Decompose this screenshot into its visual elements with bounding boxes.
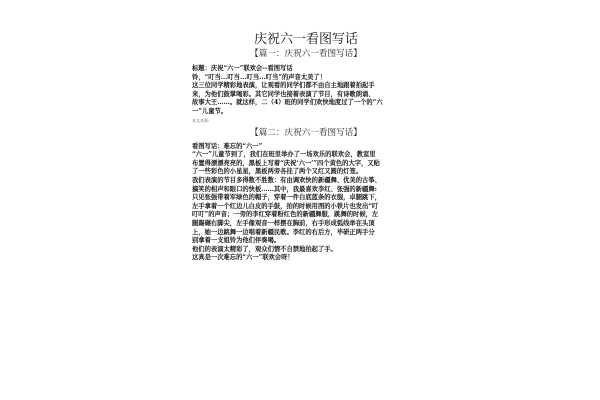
paragraph-line: 了一些彩色的小星星，黑板两旁各挂了两个又红又圆的灯笼。 [192,168,363,176]
section-two-body [192,143,420,263]
paragraph-line: 看图写话：难忘的“六一” [192,142,263,150]
paragraph-line: 来，为他们鼓掌喝彩。其它同学也接着表演了节目，有诗歌朗诵、 [192,90,375,98]
paragraph-line: 他们的表演太精彩了，观众们情不自禁地拍起了手。 [192,245,337,253]
paragraph-line: 这真是一次难忘的“六一”联欢会呀！ [192,254,294,262]
paragraph-line: 故事大王……。就这样，二（4）班的同学们欢快地度过了一个的“六 [192,99,383,107]
paragraph-line: 布置得漂漂亮亮的，黑板上写着“庆祝‘六一’”四个黄色的大字，又贴 [192,159,380,167]
paragraph-line: 标题：庆祝“六一”联欢会--看图写话 [192,65,293,72]
paragraph-line: 别拿着一支姐铃为他们伴奏喝。 [192,237,281,245]
section-one-body [192,65,420,117]
section-two-heading: 【篇二：庆祝六一看图写话】 [250,127,362,138]
paragraph-line: 我们表演的节目多得数不胜数：有由调欢快的新疆舞、优美的古筝、 [192,176,381,184]
section-one-heading: 【篇一：庆祝六一看图写话】 [250,49,362,59]
paragraph-line: “六一”儿童节到了，我们在班里举办了一场欢乐的联欢会，教室里 [192,151,376,159]
paragraph-line: 搞笑的相声和眼口的快板……其中，我最喜欢李红、张强的新疆舞: [192,185,377,193]
paragraph-line: 上，她一边跳舞一边唱着新疆民歌。李红的右后方，毕研正两手分 [192,228,375,236]
paragraph-line: 一”儿童节。 [192,107,228,115]
paragraph-line: 这三位同学精彩地表演，让观看的同学们都不由自主地跟着拍起手 [192,82,375,90]
paragraph-line: 只见张强带着军绿色的帽子，穿着一件白底蓝条的衣服，卓腿跳下， [192,194,381,202]
paragraph-line: 铃，“叮当...叮当...叮当...叮当”的声音太美了！ [192,73,327,81]
document [192,32,420,263]
source-note: 本文来源: [192,117,210,123]
document-title: 庆祝六一看图写话 [253,32,358,47]
paragraph-line: 腿踢碾右脚尖，左手像观音一样摆在胸前，右手形成弧线举在头顶 [192,219,375,227]
paragraph-line: 叮叮”的声音；一旁的李红穿着粉红色的新疆舞服，跳舞的时候，左 [192,211,379,219]
paragraph-line: 左手拿着一个红边儿白皮的手鼓，拍的时候用图的小铁片也发出“叮 [192,202,379,210]
